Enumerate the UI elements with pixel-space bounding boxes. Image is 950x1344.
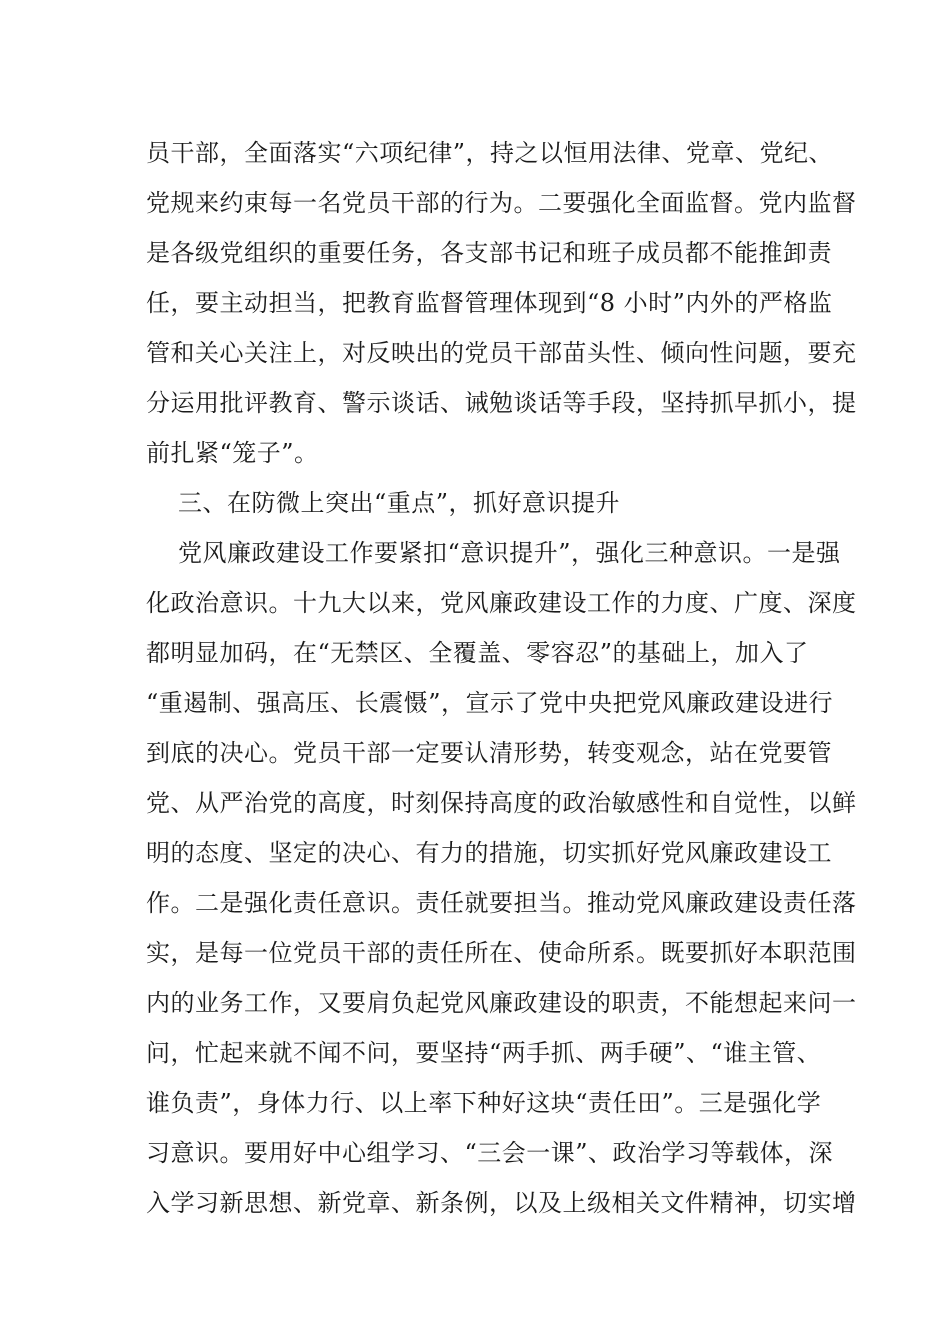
text-line: 谁负责”，身体力行、以上率下种好这块“责任田”。三是强化学 [146,1089,822,1117]
text-line: 党风廉政建设工作要紧扣“意识提升”，强化三种意识。一是强 [178,539,841,567]
text-line: “重遏制、强高压、长震慑”，宣示了党中央把党风廉政建设进行 [146,689,834,717]
text-line: 都明显加码，在“无禁区、全覆盖、零容忍”的基础上，加入了 [146,639,809,667]
text-line: 管和关心关注上，对反映出的党员干部苗头性、倾向性问题，要充 [146,339,857,367]
text-line: 内的业务工作，又要肩负起党风廉政建设的职责，不能想起来问一 [146,989,857,1017]
section-heading: 三、在防微上突出“重点”，抓好意识提升 [178,489,621,517]
text-line: 员干部，全面落实“六项纪律”，持之以恒用法律、党章、党纪、 [146,139,834,167]
text-line: 到底的决心。党员干部一定要认清形势，转变观念，站在党要管 [146,739,832,767]
text-line: 党、从严治党的高度，时刻保持高度的政治敏感性和自觉性，以鲜 [146,789,857,817]
text-line: 入学习新思想、新党章、新条例，以及上级相关文件精神，切实增 [146,1189,857,1217]
text-line: 作。二是强化责任意识。责任就要担当。推动党风廉政建设责任落 [146,889,857,917]
text-line: 前扎紧“笼子”。 [146,439,319,467]
text-line: 任，要主动担当，把教育监督管理体现到“8 小时”内外的严格监 [146,289,833,317]
text-line: 问，忙起来就不闻不问，要坚持“两手抓、两手硬”、“谁主管、 [146,1039,822,1067]
text-line: 明的态度、坚定的决心、有力的措施，切实抓好党风廉政建设工 [146,839,832,867]
text-line: 习意识。要用好中心组学习、“三会一课”、政治学习等载体，深 [146,1139,834,1167]
text-line: 党规来约束每一名党员干部的行为。二要强化全面监督。党内监督 [146,189,857,217]
text-line: 分运用批评教育、警示谈话、诫勉谈话等手段，坚持抓早抓小，提 [146,389,857,417]
text-line: 化政治意识。十九大以来，党风廉政建设工作的力度、广度、深度 [146,589,857,617]
text-line: 是各级党组织的重要任务，各支部书记和班子成员都不能推卸责 [146,239,832,267]
text-line: 实，是每一位党员干部的责任所在、使命所系。既要抓好本职范围 [146,939,857,967]
